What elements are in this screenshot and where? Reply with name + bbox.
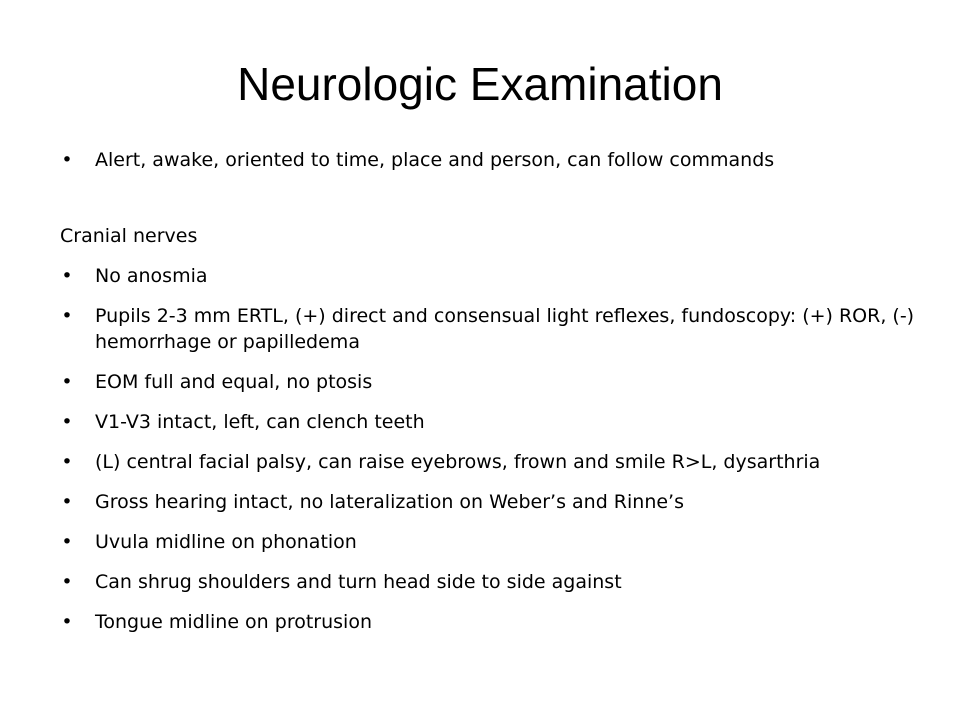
- list-item-text: No anosmia: [95, 265, 208, 287]
- list-item-text: Pupils 2-3 mm ERTL, (+) direct and consensual light reflexes, fundoscopy: (+) ROR, (-) hemorrhage or papilledema: [95, 305, 915, 353]
- slide-body: [60, 147, 920, 649]
- bullet-icon: •: [61, 451, 73, 473]
- list-item: [60, 369, 920, 395]
- section-label: Cranial nerves: [60, 225, 198, 247]
- list-item-text: V1-V3 intact, left, can clench teeth: [95, 411, 425, 433]
- bullet-icon: •: [61, 371, 73, 393]
- list-item-text: Can shrug shoulders and turn head side to side against: [95, 571, 622, 593]
- bullet-icon: •: [61, 611, 73, 633]
- bullet-icon: •: [61, 491, 73, 513]
- list-item-text: Uvula midline on phonation: [95, 531, 357, 553]
- list-item: [60, 489, 920, 515]
- list-item-text: (L) central facial palsy, can raise eyebrows, frown and smile R>L, dysarthria: [95, 451, 821, 473]
- list-item-text: EOM full and equal, no ptosis: [95, 371, 373, 393]
- list-item: [60, 609, 920, 635]
- bullet-icon: •: [61, 265, 73, 287]
- slide-title: Neurologic Examination: [237, 58, 723, 110]
- bullet-icon: •: [61, 149, 73, 171]
- intro-bullet: [60, 147, 920, 173]
- list-item: [60, 529, 920, 555]
- list-item: [60, 263, 920, 289]
- list-item: [60, 569, 920, 595]
- intro-bullet-text: Alert, awake, oriented to time, place and person, can follow commands: [95, 149, 775, 171]
- bullet-icon: •: [61, 571, 73, 593]
- list-item-text: Tongue midline on protrusion: [95, 611, 372, 633]
- list-item: [60, 303, 920, 355]
- bullet-icon: •: [61, 411, 73, 433]
- bullet-icon: •: [61, 531, 73, 553]
- bullet-icon: •: [61, 305, 73, 327]
- list-item: [60, 449, 920, 475]
- spacer: [60, 187, 920, 223]
- list-item-text: Gross hearing intact, no lateralization on Weber’s and Rinne’s: [95, 491, 684, 513]
- list-item: [60, 409, 920, 435]
